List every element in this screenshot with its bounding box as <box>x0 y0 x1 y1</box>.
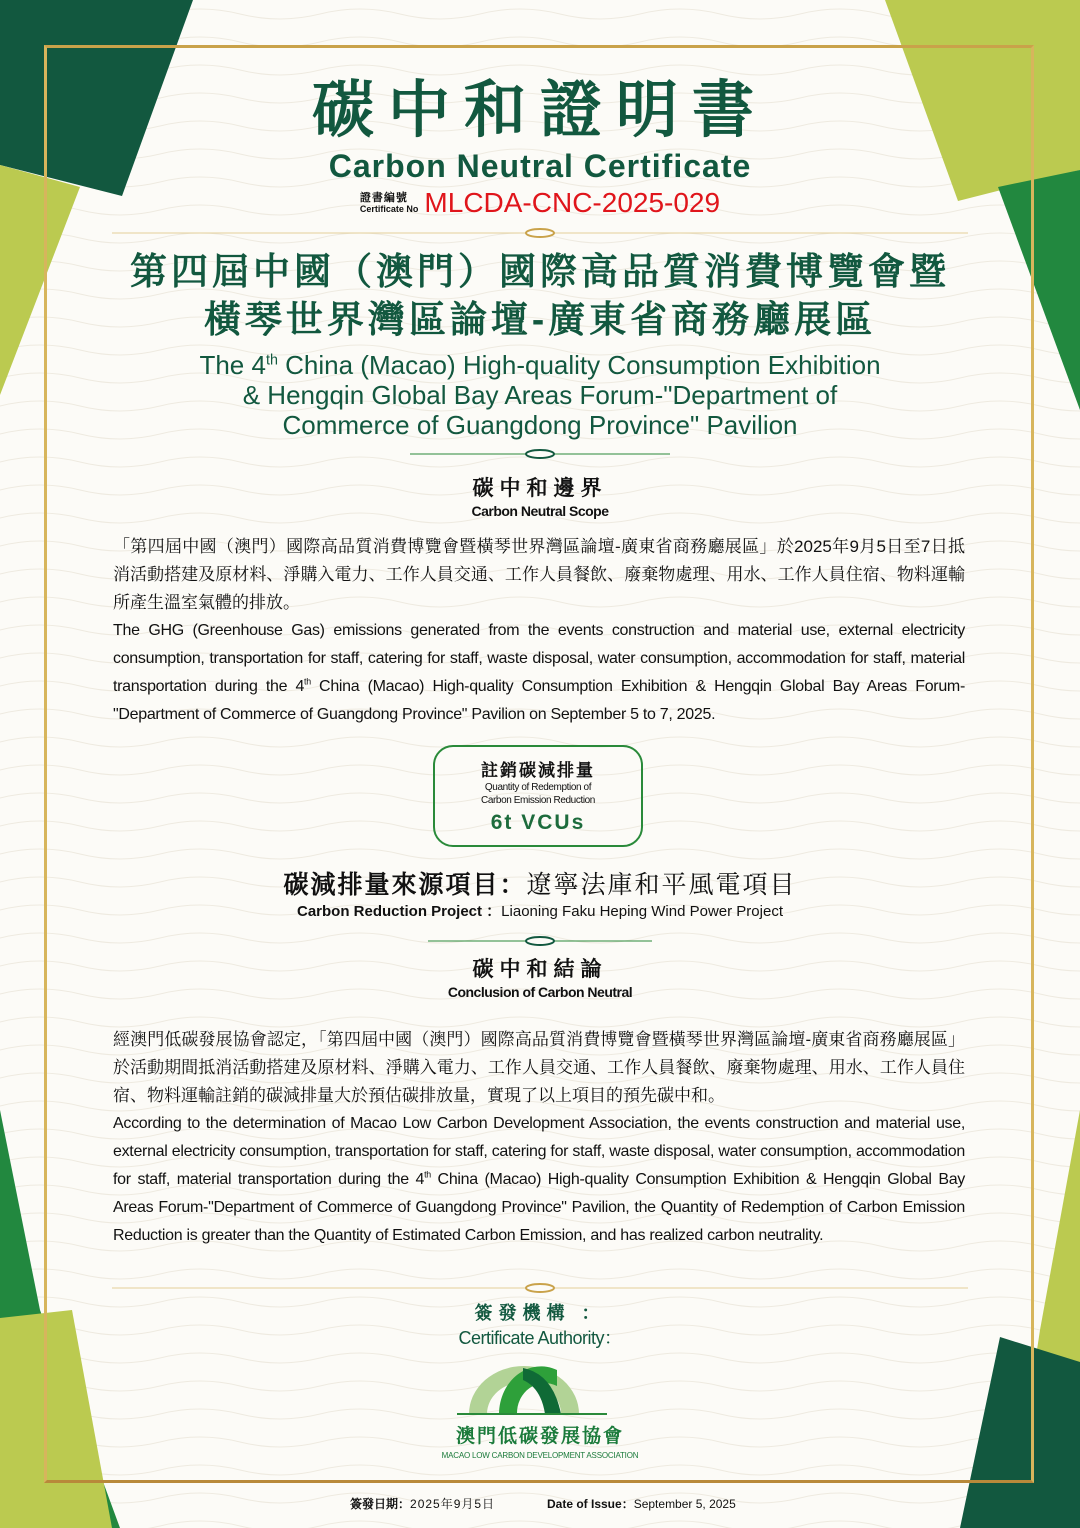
title-en: Carbon Neutral Certificate <box>328 148 752 184</box>
conclusion-heading-zh: 碳中和結論 <box>472 958 608 981</box>
event-title-zh <box>0 248 1080 344</box>
redemption-value: 6t VCUs <box>490 811 586 834</box>
conclusion-text-zh: 經澳門低碳發展協會認定，「第四屆中國（澳門）國際高品質消費博覽會暨橫琴世界灣區論壇-廣東省商務廳展區」於活動期間抵消活動搭建及原材料、淨購入電力、工作人員交通、工作人員餐飲、廢棄物處理、用水、工作人員住宿、物料運輸註銷的碳減排量大於預估碳排放量，實現了以上項目的預先碳中和。 <box>113 1030 965 1105</box>
cert-no-value: MLCDA-CNC-2025-029 <box>424 187 721 218</box>
scope-text <box>113 533 965 729</box>
authority-heading <box>0 1302 1080 1349</box>
redemption-label-zh: 註銷碳減排量 <box>481 761 595 780</box>
cert-no-label-zh: 證書編號 <box>359 192 408 204</box>
conclusion-heading <box>0 957 1080 1001</box>
issue-date-en <box>547 1496 736 1512</box>
date-label-en: Date of Issue： <box>547 1497 634 1511</box>
ornament-divider <box>112 226 968 240</box>
issue-date-zh <box>350 1496 495 1512</box>
scope-text-zh: 「第四屆中國（澳門）國際高品質消費博覽會暨橫琴世界灣區論壇-廣東省商務廳展區」於2025年9月5日至7日抵消活動搭建及原材料、淨購入電力、工作人員交通、工作人員餐飲、廢棄物處理、用水、工作人員住宿、物料運輸所產生溫室氣體的排放。 <box>113 537 965 612</box>
scope-heading-zh: 碳中和邊界 <box>472 477 608 500</box>
event-title-en-text: The 4 <box>199 350 266 380</box>
project-label-en: Carbon Reduction Project ： <box>296 903 502 920</box>
event-title-zh-line: 橫琴世界灣區論壇-廣東省商務廳展區 <box>203 299 877 340</box>
scope-heading-en: Carbon Neutral Scope <box>471 503 609 519</box>
project-value-en: Liaoning Faku Heping Wind Power Project <box>501 903 783 920</box>
event-title-en-line: Commerce of Guangdong Province" Pavilion <box>282 410 798 440</box>
mlcda-logo-icon <box>457 1364 607 1416</box>
date-value-zh: 2025年9月5日 <box>410 1497 496 1511</box>
superscript: th <box>424 1169 431 1180</box>
event-title-en-text: China (Macao) High-quality Consumption Exhibition <box>277 350 881 380</box>
conclusion-text-en <box>113 1110 965 1250</box>
superscript: th <box>265 352 278 369</box>
cert-no-label-en: Certificate No <box>359 204 419 214</box>
ornament-divider <box>112 1281 968 1295</box>
date-label-zh: 簽發日期： <box>350 1497 411 1511</box>
event-title-en-line: & Hengqin Global Bay Areas Forum-"Department of <box>242 380 838 410</box>
project-label-zh: 碳減排量來源項目： <box>283 871 527 899</box>
ornament-divider <box>410 447 670 461</box>
redemption-box <box>433 745 643 847</box>
org-name-zh: 澳門低碳發展協會 <box>455 1426 624 1447</box>
scope-heading <box>0 476 1080 520</box>
project-en <box>0 903 1080 921</box>
ornament-divider <box>428 934 652 948</box>
event-title-en <box>0 350 1080 440</box>
scope-text-en-part: China (Macao) High-quality Consumption Exhibition & Hengqin Global Bay Areas Forum-"Department of Commerce of Guangdong Province" Pavilion on September 5 to 7, 2025. <box>113 678 965 723</box>
scope-text-en-part: The GHG (Greenhouse Gas) emissions generated from the events construction and material use, external electricity consumption, transportation for staff, catering for staff, waste disposal, water consumption, accommodation for staff, material transportation during the 4 <box>113 622 965 695</box>
redemption-label-en: Quantity of Redemption of <box>484 782 592 793</box>
authority-label-zh: 簽發機構 ： <box>474 1303 606 1323</box>
redemption-label-en: Carbon Emission Reduction <box>481 795 595 806</box>
conclusion-text <box>113 1026 965 1250</box>
event-title-zh-line: 第四屆中國（澳門）國際高品質消費博覽會暨 <box>130 251 950 292</box>
project-zh <box>0 870 1080 900</box>
conclusion-text-en-part: China (Macao) High-quality Consumption Exhibition & Hengqin Global Bay Areas Forum-"Department of Commerce of Guangdong Province" Pavilion, the Quantity of Redemption of Carbon Emission Reduction is greater than the Quantity of Estimated Carbon Emission, and has realized carbon neutrality. <box>113 1171 966 1244</box>
org-name-en: MACAO LOW CARBON DEVELOPMENT ASSOCIATION <box>441 1451 639 1460</box>
superscript: th <box>304 676 311 687</box>
authority-label-en: Certificate Authority： <box>458 1328 622 1348</box>
title-zh: 碳中和證明書 <box>311 76 768 145</box>
certificate-number <box>0 188 1080 218</box>
conclusion-heading-en: Conclusion of Carbon Neutral <box>447 984 633 1000</box>
project-value-zh: 遼寧法庫和平風電項目 <box>526 871 797 899</box>
scope-text-en <box>113 617 965 729</box>
date-value-en: September 5, 2025 <box>633 1497 736 1511</box>
conclusion-text-en-part: According to the determination of Macao Low Carbon Development Association, the events construction and material use, external electricity consumption, transportation for staff, catering for staff, waste disposal, water consumption, accommodation for staff, material transportation during the 4 <box>113 1115 965 1188</box>
